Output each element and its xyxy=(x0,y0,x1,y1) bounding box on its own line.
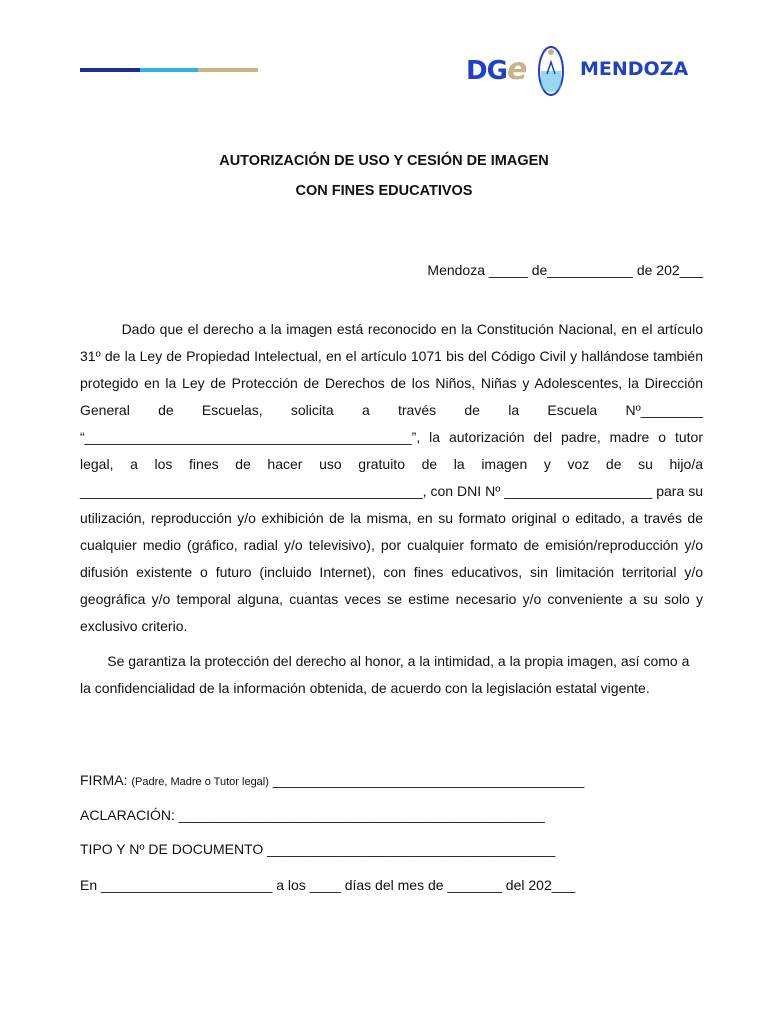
header-bar-gold xyxy=(198,68,258,72)
mendoza-logo-text: MENDOZA xyxy=(580,58,689,80)
aclaracion-line: ACLARACIÓN: _______________________________________________ xyxy=(80,807,545,823)
privacy-paragraph: Se garantiza la protección del derecho al honor, a la intimidad, a la propia imagen, así como a la confidencialidad de la información obtenida, de acuerdo con la legislación estatal vigente. xyxy=(80,653,690,696)
header-bar-navy xyxy=(80,68,140,72)
firma-blank: ________________________________________ xyxy=(272,772,585,788)
authorization-paragraph: Dado que el derecho a la imagen está reconocido en la Constitución Nacional, en el artículo 31º de la Ley de Propiedad Intelectual, en el artículo 1071 bis del Código Civil y hallándose también protegido en la Ley de Protección de Derechos de los Niños, Niñas y Adolescentes, la Dirección General de Escuelas, solicita a través de la Escuela Nº________ “__________________________________________”, la autorización del padre, madre o tutor legal, a los fines de hacer uso gratuito de la imagen y voz de su hijo/a ____________________________________________, con DNI Nº ___________________ para su utilización, reproducción y/o exhibición de la misma, en su formato original o editado, a través de cualquier medio (gráfico, radial y/o televisivo), por cualquier formato de emisión/reproducción y/o difusión existente o futuro (incluido Internet), con fines educativos, sin limitación territorial y/o geográfica y/o temporal alguna, cuantas veces se estime necesario y/o conveniente a su solo y exclusivo criterio. xyxy=(80,321,703,634)
document-title-line2: CON FINES EDUCATIVOS xyxy=(295,183,473,199)
dge-letters: DG xyxy=(466,56,507,86)
tipo-documento-line: TIPO Y Nº DE DOCUMENTO _____________________________________ xyxy=(80,841,556,857)
dge-logo-text xyxy=(466,52,526,87)
firma-line xyxy=(80,772,584,788)
header-bar-cyan xyxy=(140,68,198,72)
document-title-line1: AUTORIZACIÓN DE USO Y CESIÓN DE IMAGEN xyxy=(219,153,549,169)
mendoza-shield-icon xyxy=(538,44,564,98)
date-line: Mendoza _____ de___________ de 202___ xyxy=(427,262,703,278)
dge-e-letter: e xyxy=(506,52,527,87)
firma-label: FIRMA: xyxy=(80,772,128,788)
place-date-line: En ______________________ a los ____ días del mes de _______ del 202___ xyxy=(80,877,576,893)
dge-mendoza-logo xyxy=(466,44,698,98)
firma-note: (Padre, Madre o Tutor legal) xyxy=(131,776,269,788)
